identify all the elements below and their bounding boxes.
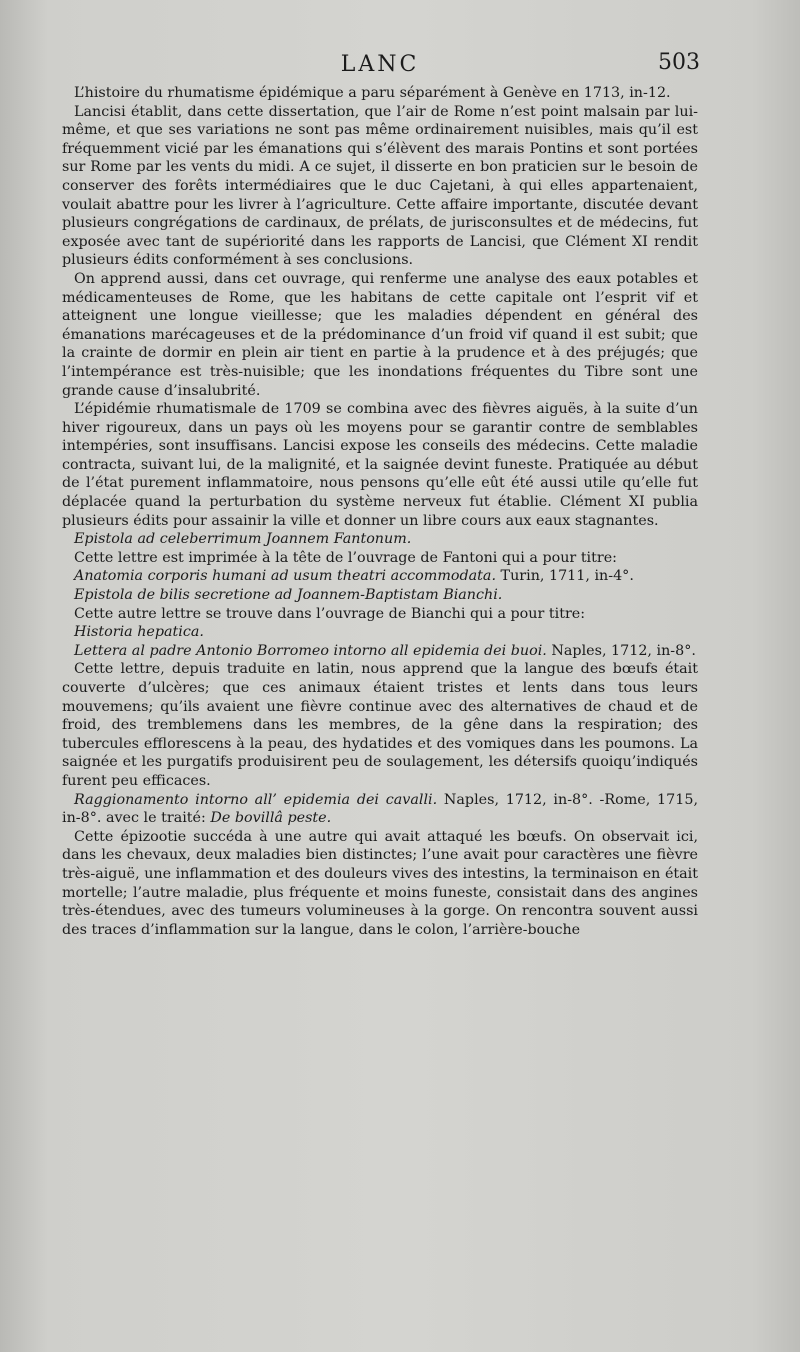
running-head: LANC [340,52,420,77]
work-title [62,791,698,828]
paragraph: Lancisi établit, dans cette dissertation, que l’air de Rome n’est point malsain par lui-même, et que ses variations ne sont pas même ordinairement nuisibles, mais qu’il est fréquemment vicié par les émanations qui s’élèvent des marais Pontins et sont portées sur Rome par les vents du midi. A ce sujet, il disserte en bon praticien sur le besoin de conserver des forêts intermédiaires que le duc Cajetani, à qui elles appartenaient, voulait abattre pour les livrer à l’agriculture. Cette affaire importante, discutée devant plusieurs congrégations de cardinaux, de prélats, de jurisconsultes et de médecins, fut exposée avec tant de supériorité dans les rapports de Lancisi, que Clément XI rendit plusieurs édits conformément à ses conclusions. [62,103,698,269]
paragraph: On apprend aussi, dans cet ouvrage, qui renferme une analyse des eaux potables et médicamenteuses de Rome, que les habitans de cette capitale ont l’esprit vif et atteignent une longue vieillesse; que les maladies dépendent en général des émanations marécageuses et de la prédominance d’un froid vif quand il est subit; que la crainte de dormir en plein air tient en partie à la prudence et à des préjugés; que l’intempérance est très-nuisible; que les inondations fréquentes du Tibre sont une grande cause d’insalubrité. [62,270,698,399]
work-title-italic: Lettera al padre Antonio Borromeo intorno all epidemia dei buoi. [74,642,547,659]
work-title-details: Turin, 1711, in-4°. [496,568,634,585]
page-header [62,50,698,80]
work-title-details: Naples, 1712, in-8°. [546,642,696,659]
work-title [62,567,698,586]
paragraph: L’histoire du rhumatisme épidémique a paru séparément à Genève en 1713, in-12. [74,85,671,101]
paragraph: L’épidémie rhumatismale de 1709 se combina avec des fièvres aiguës, à la suite d’un hiver rigoureux, dans un pays où les moyens pour se garantir contre de semblables intempéries, sont insuffisans. Lancisi expose les conseils des médecins. Cette maladie contracta, suivant lui, de la malignité, et la saignée devint funeste. Pratiquée au début de l’état purement inflammatoire, nous pensons qu’elle eût été aussi utile qu’elle fut déplacée quand la perturbation du système nerveux fut établie. Clément XI publia plusieurs édits pour assainir la ville et donner un libre cours aux eaux stagnantes. [62,401,698,529]
paragraph: Cette lettre, depuis traduite en latin, nous apprend que la langue des bœufs était couverte d’ulcères; que ces animaux étaient tristes et lents dans tous leurs mouvemens; qu’ils avaient une fièvre continue avec des alternatives de chaud et de froid, des tremblemens dans les membres, de la gêne dans la respiration; des tubercules efflorescens à la peau, des hydatides et des vomiques dans les poumons. La saignée et les purgatifs produisirent peu de soulagement, les détersifs quoiqu’indiqués furent peu efficaces. [62,661,698,789]
work-title: Epistola de bilis secretione ad Joannem-Baptistam Bianchi. [74,587,503,604]
work-title: Historia hepatica. [74,624,204,641]
paragraph: Cette autre lettre se trouve dans l’ouvrage de Bianchi qui a pour titre: [74,605,586,622]
work-title-details: Naples, 1712, in-8°. -Rome, 1715, in-8°. avec le traité: [62,791,698,827]
work-title [62,642,698,661]
paragraph: Cette épizootie succéda à une autre qui avait attaqué les bœufs. On observait ici, dans les chevaux, deux maladies bien distinctes; l’une avait pour caractères une fièvre très-aiguë, une inflammation et des douleurs vives des intestins, la terminaison en était mortelle; l’autre maladie, plus fréquente et moins funeste, consistait dans des angines très-étendues, avec des tumeurs volumineuses à la gorge. On rencontra souvent aussi des traces d’inflammation sur la langue, dans le colon, l’arrière-bouche [62,828,698,938]
work-title-italic: Raggionamento intorno all’ epidemia dei cavalli. [74,791,438,808]
paragraph: Cette lettre est imprimée à la tête de l’ouvrage de Fantoni qui a pour titre: [74,549,617,566]
page-number: 503 [658,50,700,75]
work-title: Epistola ad celeberrimum Joannem Fantonum. [74,531,412,548]
body-text [62,84,698,939]
work-title-italic: De bovillâ peste. [210,810,332,827]
work-title-italic: Anatomia corporis humani ad usum theatri accommodata. [74,568,496,585]
